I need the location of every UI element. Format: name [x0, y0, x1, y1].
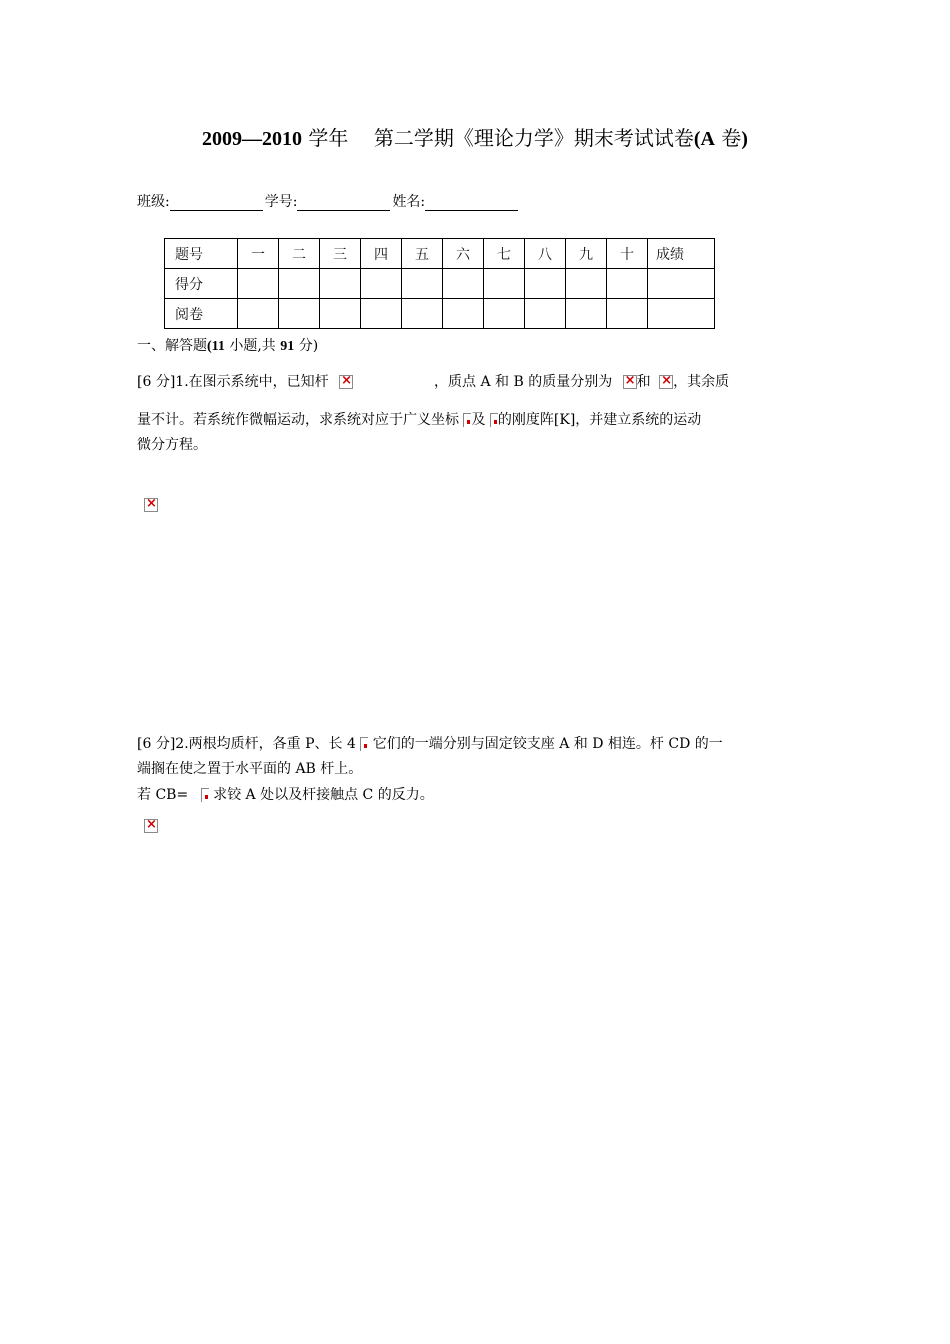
score-cell[interactable] — [525, 269, 566, 299]
table-row-scores — [165, 269, 715, 299]
question-1-line-3 — [137, 434, 207, 454]
score-cell[interactable] — [361, 269, 402, 299]
broken-image-icon — [623, 375, 637, 389]
exam-title — [0, 122, 950, 151]
column-header: 九 — [566, 239, 607, 269]
column-header: 五 — [402, 239, 443, 269]
class-field[interactable] — [170, 196, 263, 211]
q1-text: 微分方程。 — [137, 437, 207, 453]
q2-text: 若 CB= — [137, 787, 189, 803]
title-close-paren: ) — [741, 128, 748, 150]
name-label: 姓名: — [392, 194, 426, 210]
class-label: 班级: — [137, 194, 170, 210]
column-header: 二 — [279, 239, 320, 269]
q1-text: 及 — [471, 412, 486, 428]
q1-text: 的刚度阵[K]，并建立系统的运动 — [497, 412, 702, 428]
title-years: 2009—2010 — [202, 128, 303, 150]
q1-text: [6 分]1.在图示系统中，已知杆 — [137, 374, 329, 390]
q1-text: ，质点 A 和 B 的质量分别为 — [434, 374, 613, 390]
q2-text: 求铰 A 处以及杆接触点 C 的反力。 — [213, 787, 434, 803]
question-1-line-2 — [137, 409, 701, 429]
title-paper-code: (A — [693, 128, 715, 150]
score-cell[interactable] — [402, 269, 443, 299]
score-cell[interactable] — [238, 269, 279, 299]
column-header: 四 — [361, 239, 402, 269]
q2-text: 它们的一端分别与固定铰支座 A 和 D 相连。杆 CD 的一 — [372, 736, 723, 752]
grader-cell[interactable] — [279, 299, 320, 329]
score-table — [164, 238, 715, 329]
broken-image-icon — [201, 788, 209, 802]
broken-image-icon — [144, 498, 158, 512]
table-row-question-numbers — [165, 239, 715, 269]
grader-cell[interactable] — [566, 299, 607, 329]
score-cell[interactable] — [648, 269, 715, 299]
table-row-graders — [165, 299, 715, 329]
score-cell[interactable] — [566, 269, 607, 299]
column-header: 七 — [484, 239, 525, 269]
section-middle: 小题,共 — [224, 338, 281, 354]
question-2-line-2 — [137, 758, 362, 778]
column-header: 三 — [320, 239, 361, 269]
name-field[interactable] — [425, 196, 518, 211]
column-header: 十 — [607, 239, 648, 269]
broken-image-icon — [360, 737, 368, 751]
grader-cell[interactable] — [320, 299, 361, 329]
question-2-line-1 — [137, 733, 723, 753]
score-cell[interactable] — [320, 269, 361, 299]
column-header-total: 成绩 — [648, 239, 715, 269]
score-cell[interactable] — [279, 269, 320, 299]
column-header: 六 — [443, 239, 484, 269]
column-header: 一 — [238, 239, 279, 269]
row-label-question-number: 题号 — [165, 239, 238, 269]
q2-text: [6 分]2.两根均质杆，各重 P、长 4 — [137, 736, 356, 752]
question-2-line-3 — [137, 784, 434, 804]
q2-text: 端搁在使之置于水平面的 AB 杆上。 — [137, 761, 363, 777]
section-count: (11 — [207, 339, 225, 354]
title-main: 学年 第二学期《理论力学》期末考试试卷 — [302, 126, 694, 150]
score-cell[interactable] — [443, 269, 484, 299]
grader-cell[interactable] — [443, 299, 484, 329]
section-total: 91 — [280, 339, 295, 354]
score-cell[interactable] — [607, 269, 648, 299]
grader-cell[interactable] — [607, 299, 648, 329]
section-suffix: 分) — [294, 338, 319, 354]
row-label-score: 得分 — [165, 269, 238, 299]
grader-cell[interactable] — [648, 299, 715, 329]
section-prefix: 一、解答题 — [137, 338, 207, 354]
broken-image-icon — [659, 375, 673, 389]
broken-image-icon — [463, 413, 471, 427]
title-paper-suffix: 卷 — [714, 126, 742, 150]
grader-cell[interactable] — [238, 299, 279, 329]
column-header: 八 — [525, 239, 566, 269]
grader-cell[interactable] — [361, 299, 402, 329]
broken-image-icon — [490, 413, 498, 427]
student-info-line — [137, 191, 520, 211]
q1-text: ，其余质 — [673, 374, 730, 390]
row-label-grader: 阅卷 — [165, 299, 238, 329]
broken-image-icon — [144, 819, 158, 833]
student-id-label: 学号: — [264, 194, 298, 210]
section-heading — [137, 335, 318, 355]
grader-cell[interactable] — [525, 299, 566, 329]
grader-cell[interactable] — [402, 299, 443, 329]
score-cell[interactable] — [484, 269, 525, 299]
broken-image-icon — [339, 375, 353, 389]
grader-cell[interactable] — [484, 299, 525, 329]
q1-text: 和 — [636, 374, 651, 390]
question-1-line-1 — [137, 371, 729, 391]
q1-text: 量不计。若系统作微幅运动，求系统对应于广义坐标 — [137, 412, 459, 428]
student-id-field[interactable] — [297, 196, 390, 211]
